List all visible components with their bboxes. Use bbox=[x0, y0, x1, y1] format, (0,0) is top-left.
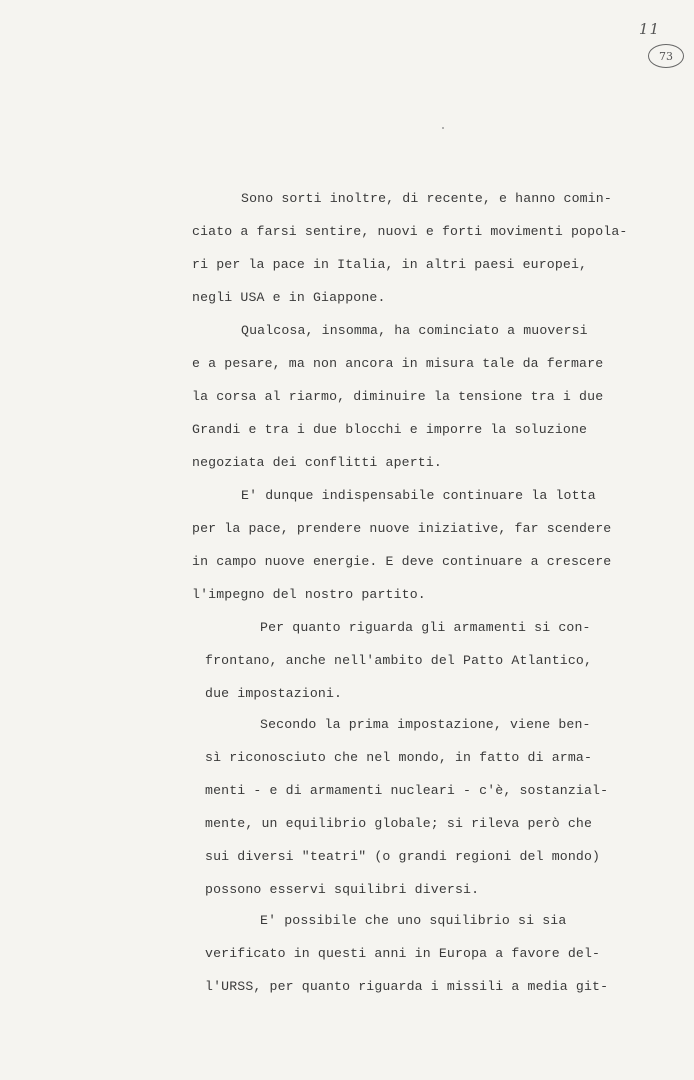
paper-speck bbox=[442, 127, 444, 129]
text-line: due impostazioni. bbox=[205, 686, 343, 701]
text-line: Per quanto riguarda gli armamenti si con- bbox=[260, 620, 591, 635]
text-line: l'impegno del nostro partito. bbox=[192, 587, 426, 602]
text-line: verificato in questi anni in Europa a favore del- bbox=[205, 946, 601, 961]
text-line: l'URSS, per quanto riguarda i missili a media git- bbox=[205, 979, 609, 994]
text-line: possono esservi squilibri diversi. bbox=[205, 882, 480, 897]
page-number: 11 bbox=[638, 20, 660, 38]
archive-number: 73 bbox=[659, 49, 673, 63]
text-line: ri per la pace in Italia, in altri paesi europei, bbox=[192, 257, 588, 272]
text-line: negoziata dei conflitti aperti. bbox=[192, 455, 442, 470]
text-line: sui diversi "teatri" (o grandi regioni del mondo) bbox=[205, 849, 601, 864]
text-line: e a pesare, ma non ancora in misura tale da fermare bbox=[192, 356, 604, 371]
text-line: E' possibile che uno squilibrio si sia bbox=[260, 913, 567, 928]
text-line: ciato a farsi sentire, nuovi e forti movimenti popola- bbox=[192, 224, 628, 239]
text-line: Grandi e tra i due blocchi e imporre la soluzione bbox=[192, 422, 588, 437]
text-line: menti - e di armamenti nucleari - c'è, sostanzial- bbox=[205, 783, 609, 798]
text-line: Secondo la prima impostazione, viene ben- bbox=[260, 717, 591, 732]
text-line: in campo nuove energie. E deve continuare a crescere bbox=[192, 554, 612, 569]
text-line: per la pace, prendere nuove iniziative, far scendere bbox=[192, 521, 612, 536]
text-line: negli USA e in Giappone. bbox=[192, 290, 386, 305]
text-line: sì riconosciuto che nel mondo, in fatto di arma- bbox=[205, 750, 593, 765]
text-line: la corsa al riarmo, diminuire la tensione tra i due bbox=[192, 389, 604, 404]
archive-stamp bbox=[648, 44, 684, 68]
text-line: mente, un equilibrio globale; si rileva però che bbox=[205, 816, 593, 831]
text-line: E' dunque indispensabile continuare la lotta bbox=[241, 488, 596, 503]
text-line: Qualcosa, insomma, ha cominciato a muoversi bbox=[241, 323, 588, 338]
text-line: Sono sorti inoltre, di recente, e hanno comin- bbox=[241, 191, 612, 206]
text-line: frontano, anche nell'ambito del Patto Atlantico, bbox=[205, 653, 593, 668]
